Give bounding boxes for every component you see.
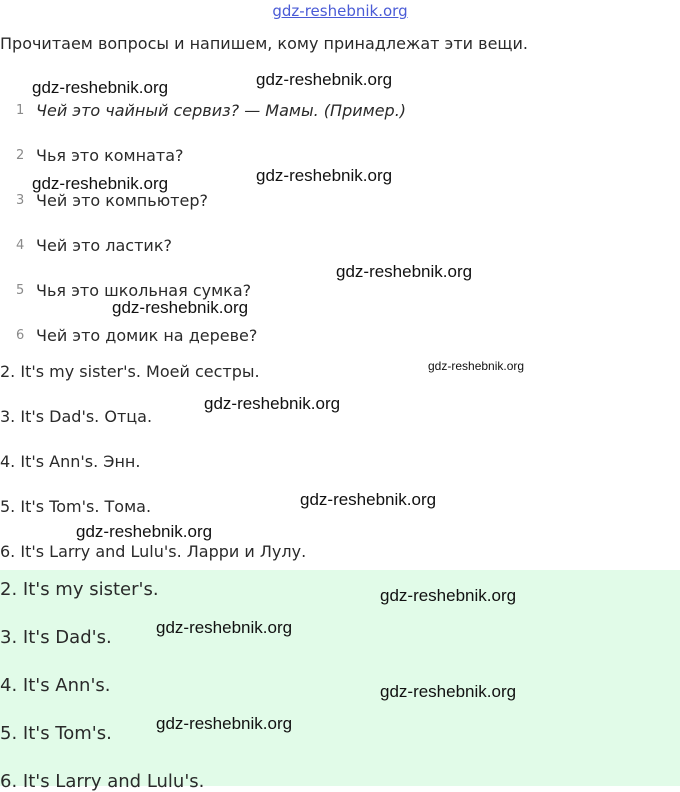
question-number: 2 [16,148,25,163]
question-text: Чей это чайный сервиз? — Мамы. (Пример.) [36,101,407,120]
question-number: 5 [16,283,25,298]
watermark: gdz-reshebnik.org [336,262,473,281]
watermark: gdz-reshebnik.org [256,70,393,89]
answer-short: 3. It's Dad's. [0,627,112,648]
answer-short: 4. It's Ann's. [0,675,111,696]
task-instruction: Прочитаем вопросы и напишем, кому принадлежат эти вещи. [0,34,528,53]
watermark: gdz-reshebnik.org [156,618,293,637]
answer-short: 2. It's my sister's. [0,579,159,600]
question-number: 3 [16,193,25,208]
watermark: gdz-reshebnik.org [32,174,169,193]
watermark: gdz-reshebnik.org [204,394,341,413]
watermark: gdz-reshebnik.org [428,359,525,373]
watermark: gdz-reshebnik.org [32,78,169,97]
watermark: gdz-reshebnik.org [156,714,293,733]
watermark: gdz-reshebnik.org [112,298,249,317]
answer-translated: 3. It's Dad's. Отца. [0,407,153,426]
watermark: gdz-reshebnik.org [380,682,517,701]
answer-panel [0,570,680,792]
question-text: Чей это ластик? [36,236,172,255]
question-text: Чей это компьютер? [36,191,208,210]
answer-translated: 4. It's Ann's. Энн. [0,452,141,471]
question-text: Чья это комната? [36,146,184,165]
site-link[interactable]: gdz-reshebnik.org [272,2,408,20]
answer-short: 6. It's Larry and Lulu's. [0,771,205,792]
question-text: Чей это домик на дереве? [36,326,258,345]
question-number: 4 [16,238,25,253]
answer-translated: 5. It's Tom's. Тома. [0,497,152,516]
watermark: gdz-reshebnik.org [300,490,437,509]
question-text: Чья это школьная сумка? [36,281,252,300]
watermark: gdz-reshebnik.org [380,586,517,605]
watermark: gdz-reshebnik.org [76,522,213,541]
question-number: 1 [16,103,25,118]
question-number: 6 [16,328,25,343]
answer-translated: 6. It's Larry and Lulu's. Ларри и Лулу. [0,542,307,561]
watermark: gdz-reshebnik.org [256,166,393,185]
answer-translated: 2. It's my sister's. Моей сестры. [0,362,260,381]
answer-short: 5. It's Tom's. [0,723,112,744]
